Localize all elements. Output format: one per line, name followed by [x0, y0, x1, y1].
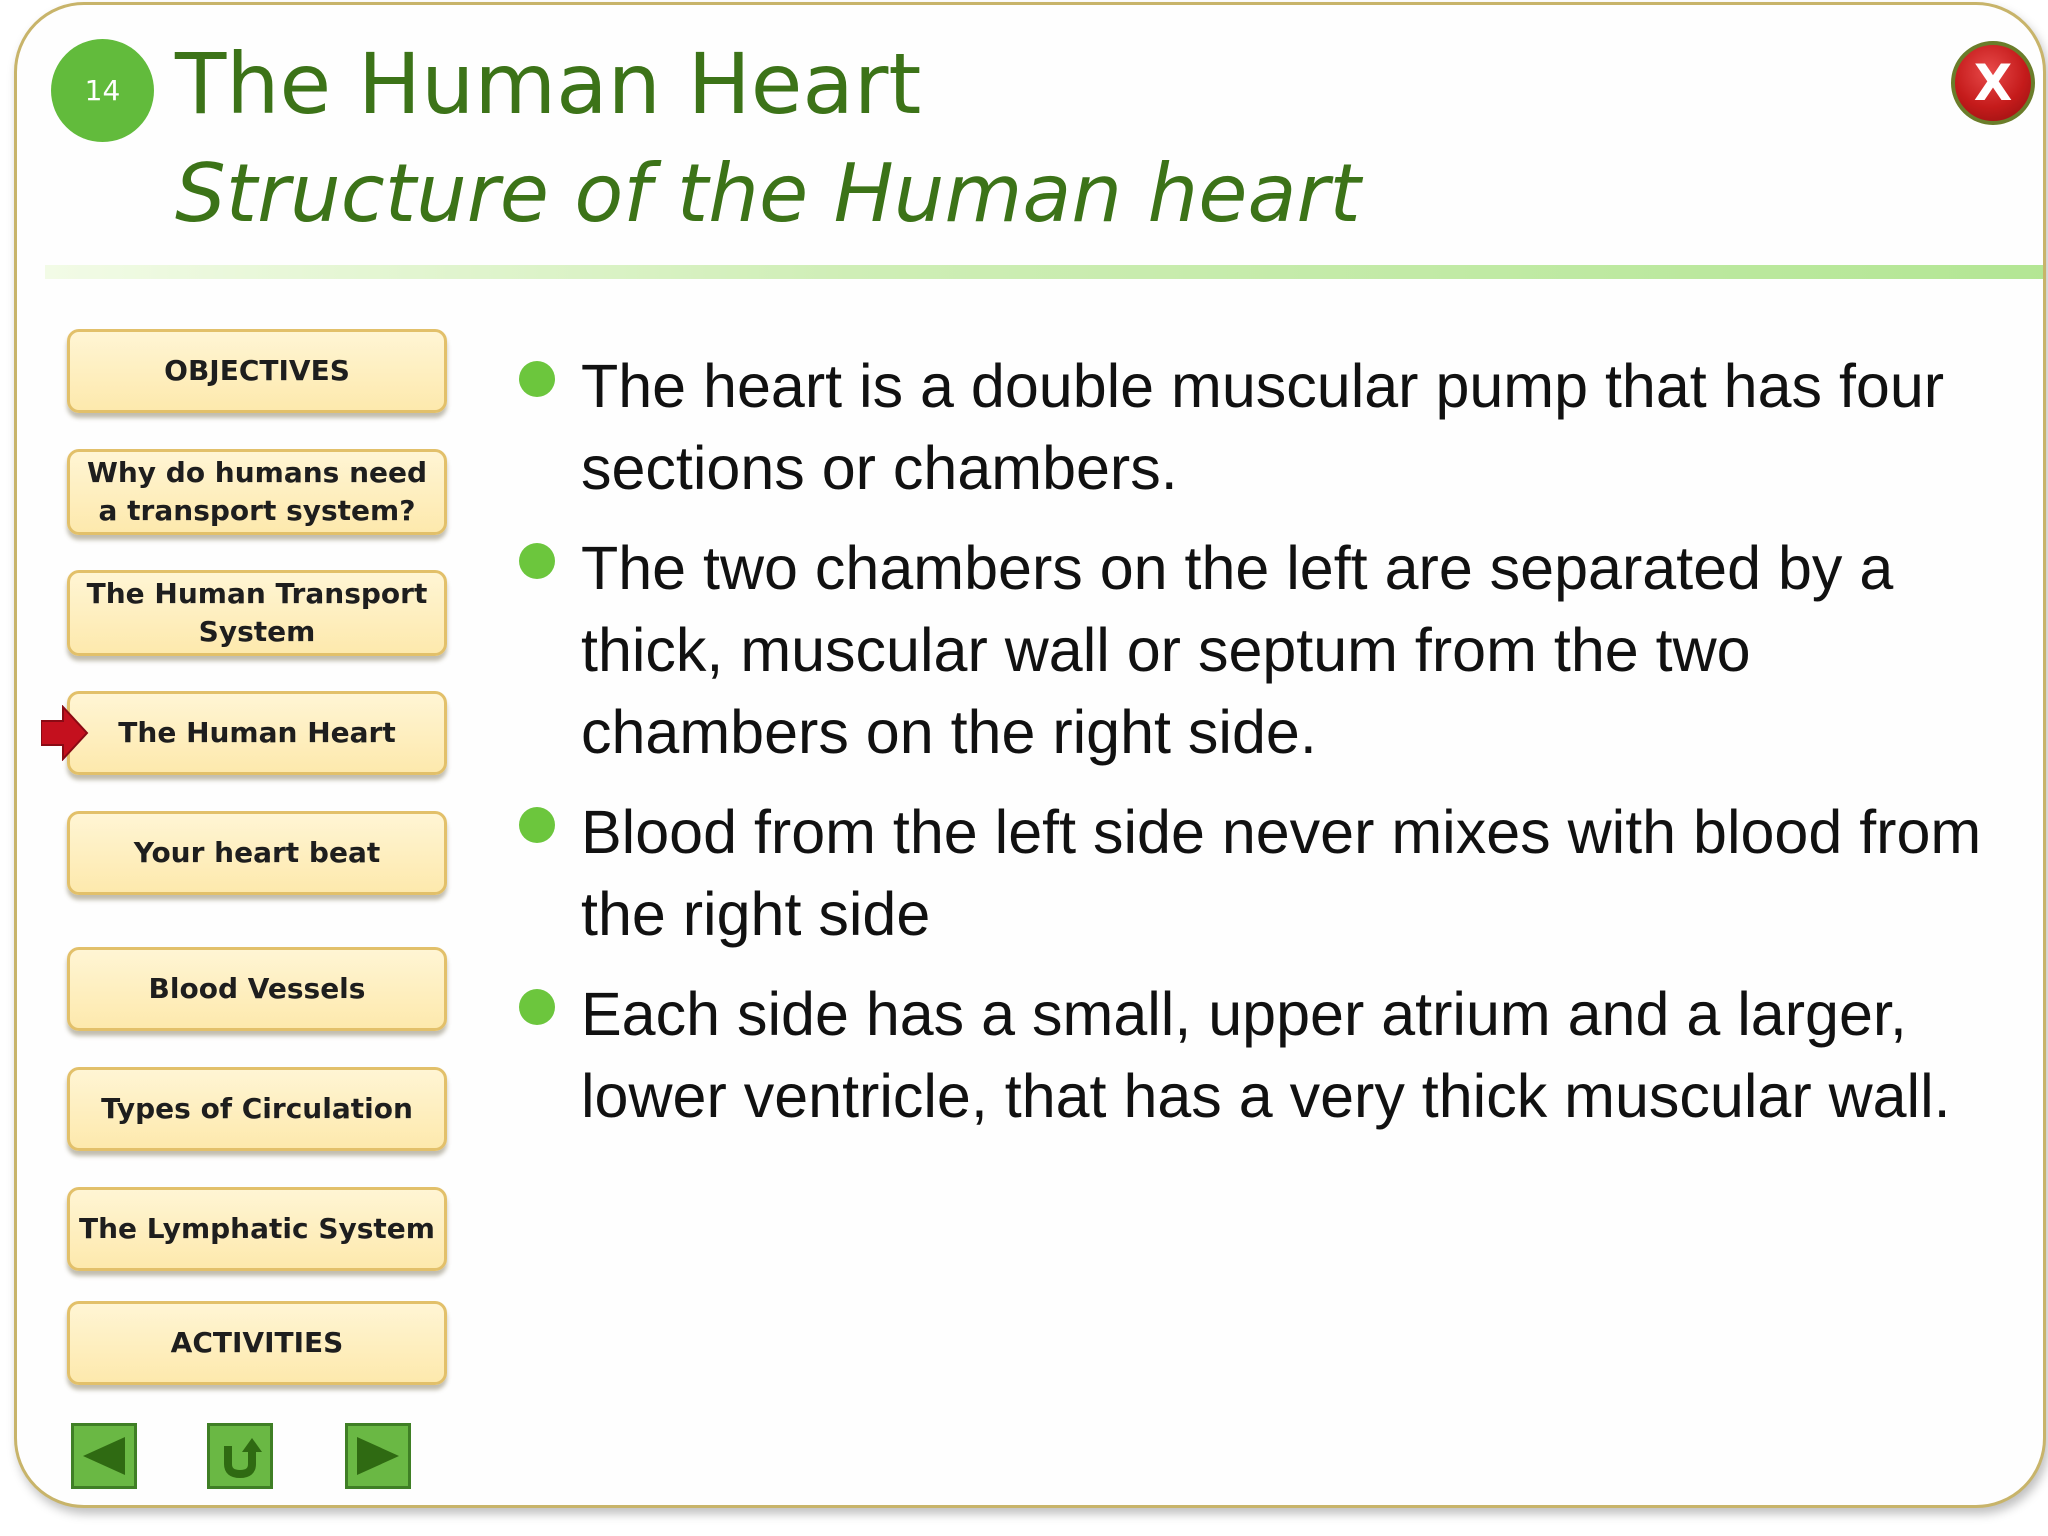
- bullet-item: [517, 791, 1997, 955]
- nav-circulation-types-button[interactable]: Types of Circulation: [67, 1067, 447, 1151]
- nav-why-transport-button[interactable]: Why do humans need a transport system?: [67, 449, 447, 535]
- bullet-text: Each side has a small, upper atrium and a larger, lower ventricle, that has a very thick muscular wall.: [581, 980, 1951, 1130]
- nav-human-heart-button[interactable]: The Human Heart: [67, 691, 447, 775]
- nav-activities-button[interactable]: ACTIVITIES: [67, 1301, 447, 1385]
- nav-blood-vessels-button[interactable]: Blood Vessels: [67, 947, 447, 1031]
- forward-arrow-icon: [353, 1434, 403, 1478]
- page-subtitle: Structure of the Human heart: [175, 147, 1361, 240]
- close-icon: X: [1973, 54, 2013, 112]
- next-slide-button[interactable]: [345, 1423, 411, 1489]
- return-button[interactable]: [207, 1423, 273, 1489]
- bullet-dot-icon: [519, 989, 555, 1025]
- bullet-text: The two chambers on the left are separated by a thick, muscular wall or septum from the two chambers on the right side.: [581, 534, 1894, 766]
- bullet-dot-icon: [519, 807, 555, 843]
- current-page-arrow-icon: [41, 705, 89, 761]
- return-icon: [216, 1432, 264, 1480]
- slide-frame: [14, 2, 2046, 1508]
- bullet-text: Blood from the left side never mixes with blood from the right side: [581, 798, 1982, 948]
- back-arrow-icon: [79, 1434, 129, 1478]
- nav-human-transport-system-button[interactable]: The Human Transport System: [67, 570, 447, 656]
- previous-slide-button[interactable]: [71, 1423, 137, 1489]
- page-number-badge: 14: [51, 39, 154, 142]
- bullet-item: [517, 527, 1997, 773]
- bullet-dot-icon: [519, 361, 555, 397]
- nav-heart-beat-button[interactable]: Your heart beat: [67, 811, 447, 895]
- bullet-item: [517, 345, 1997, 509]
- bullet-text: The heart is a double muscular pump that has four sections or chambers.: [581, 352, 1945, 502]
- nav-objectives-button[interactable]: OBJECTIVES: [67, 329, 447, 413]
- close-button[interactable]: [1951, 41, 2035, 125]
- header-divider: [45, 265, 2046, 279]
- page-title: The Human Heart: [175, 35, 922, 133]
- content-area: [517, 345, 1997, 1155]
- nav-lymphatic-system-button[interactable]: The Lymphatic System: [67, 1187, 447, 1271]
- bullet-item: [517, 973, 1997, 1137]
- bullet-dot-icon: [519, 543, 555, 579]
